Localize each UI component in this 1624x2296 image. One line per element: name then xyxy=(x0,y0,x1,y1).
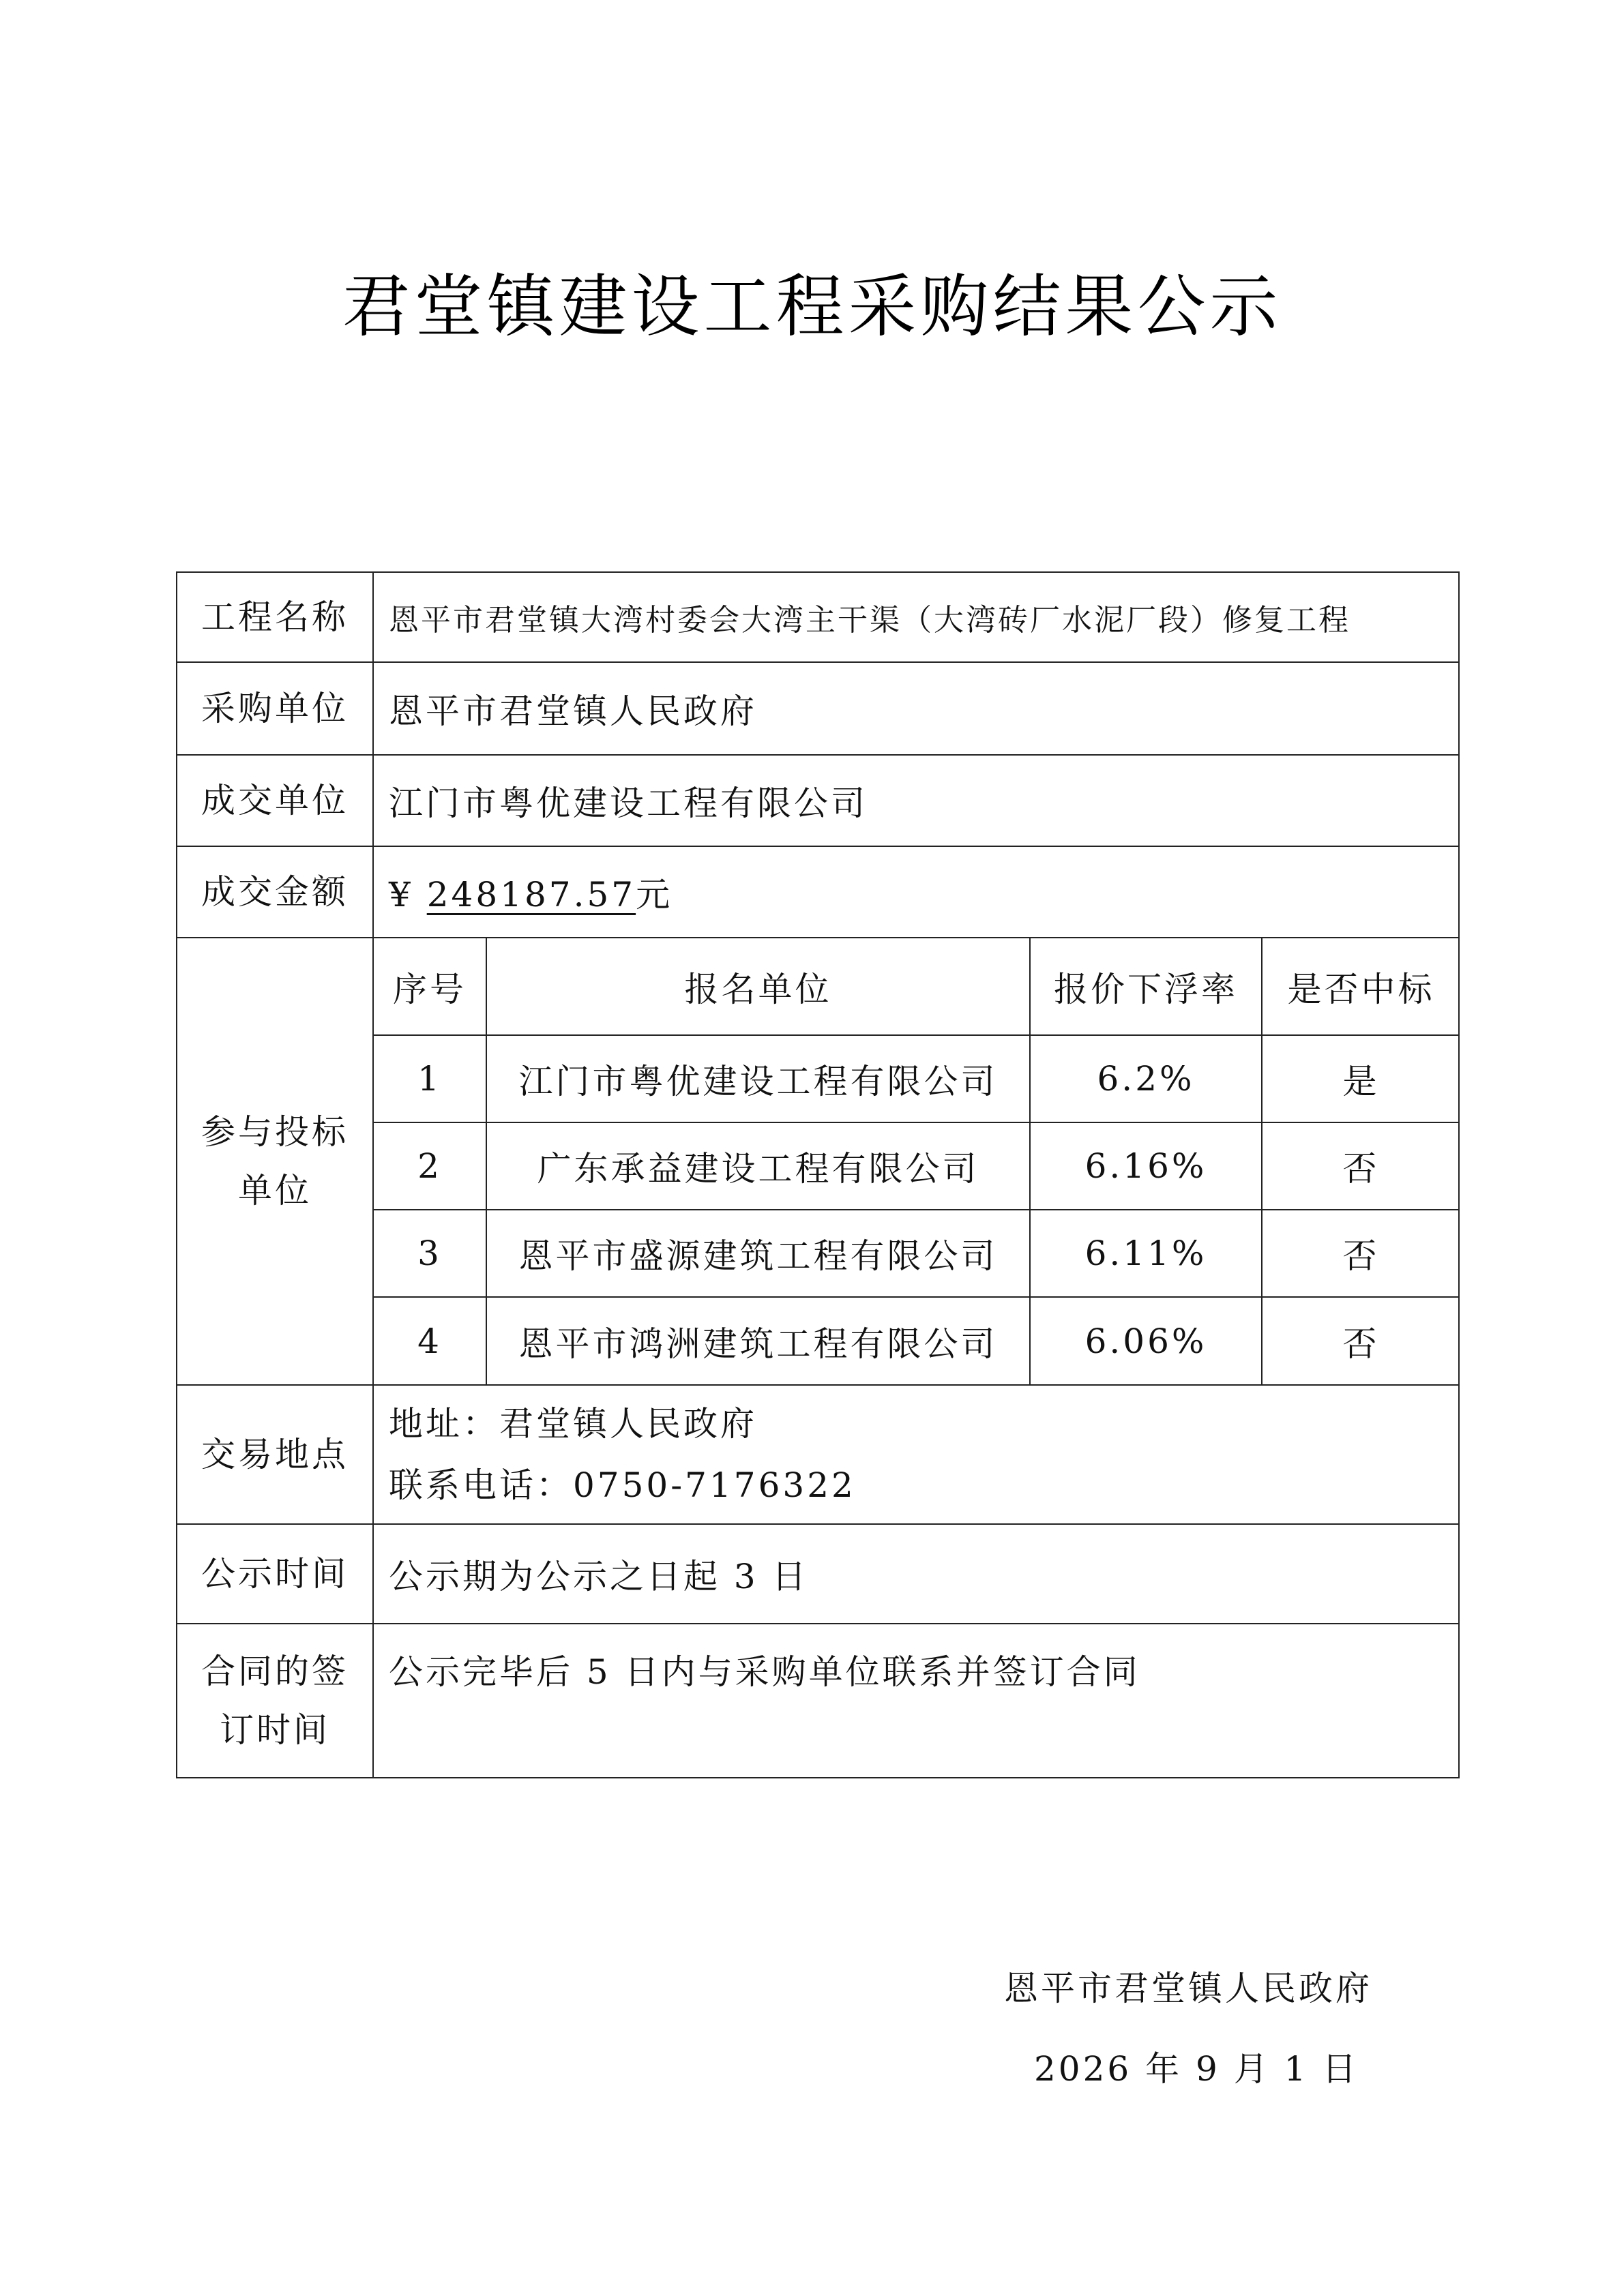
bidders-header-row xyxy=(374,938,1460,1035)
bidder-index: 4 xyxy=(374,1297,486,1384)
bidder-winner: 否 xyxy=(1262,1122,1460,1210)
bidder-index: 3 xyxy=(374,1210,486,1297)
purchaser-label: 采购单位 xyxy=(177,662,373,755)
winner-label: 成交单位 xyxy=(177,755,373,846)
notice-period-value: 公示期为公示之日起 3 日 xyxy=(373,1524,1459,1624)
page-title: 君堂镇建设工程采购结果公示 xyxy=(342,267,1282,346)
winner-value: 江门市粤优建设工程有限公司 xyxy=(373,755,1459,846)
purchaser-value: 恩平市君堂镇人民政府 xyxy=(373,662,1459,755)
bidder-rate: 6.11% xyxy=(1030,1210,1262,1297)
location-value xyxy=(373,1385,1459,1524)
row-project-name xyxy=(177,572,1459,662)
contract-label-line1: 合同的签 xyxy=(201,1652,349,1691)
location-phone: 联系电话：0750-7176322 xyxy=(389,1465,856,1505)
bidder-company: 恩平市鸿洲建筑工程有限公司 xyxy=(486,1297,1030,1384)
header-winner: 是否中标 xyxy=(1262,938,1460,1035)
amount-label: 成交金额 xyxy=(177,846,373,938)
bidder-index: 1 xyxy=(374,1035,486,1122)
amount-unit: 元 xyxy=(636,875,673,914)
footer-date: 2026 年 9 月 1 日 xyxy=(1034,2049,1359,2089)
contract-label-line2: 订时间 xyxy=(220,1710,330,1750)
contract-time-value: 公示完毕后 5 日内与采购单位联系并签订合同 xyxy=(373,1624,1459,1778)
currency-symbol: ¥ xyxy=(389,875,413,914)
row-location xyxy=(177,1385,1459,1524)
row-bidders xyxy=(177,938,1459,1385)
bidders-label-line1: 参与投标 xyxy=(201,1112,349,1152)
bidders-cell xyxy=(373,938,1459,1385)
table-row xyxy=(374,1035,1460,1122)
bidders-label xyxy=(177,938,373,1385)
row-notice-period xyxy=(177,1524,1459,1624)
table-row xyxy=(374,1297,1460,1384)
bidder-winner: 是 xyxy=(1262,1035,1460,1122)
bidders-table xyxy=(374,938,1460,1384)
row-amount xyxy=(177,846,1459,938)
table-row xyxy=(374,1210,1460,1297)
procurement-result-table xyxy=(176,571,1460,1778)
table-row xyxy=(374,1122,1460,1210)
bidder-winner: 否 xyxy=(1262,1210,1460,1297)
location-address: 地址：君堂镇人民政府 xyxy=(389,1404,757,1444)
bidders-label-line2: 单位 xyxy=(238,1171,312,1210)
location-label: 交易地点 xyxy=(177,1385,373,1524)
row-contract-time xyxy=(177,1624,1459,1778)
footer-organization: 恩平市君堂镇人民政府 xyxy=(1004,1969,1372,2008)
header-index: 序号 xyxy=(374,938,486,1035)
bidder-winner: 否 xyxy=(1262,1297,1460,1384)
bidder-index: 2 xyxy=(374,1122,486,1210)
contract-time-label xyxy=(177,1624,373,1778)
row-purchaser xyxy=(177,662,1459,755)
bidder-rate: 6.16% xyxy=(1030,1122,1262,1210)
bidder-company: 江门市粤优建设工程有限公司 xyxy=(486,1035,1030,1122)
project-name-value: 恩平市君堂镇大湾村委会大湾主干渠（大湾砖厂水泥厂段）修复工程 xyxy=(373,572,1459,662)
amount-value xyxy=(373,846,1459,938)
amount-number: 248187.57 xyxy=(426,875,636,914)
project-name-label: 工程名称 xyxy=(177,572,373,662)
header-rate: 报价下浮率 xyxy=(1030,938,1262,1035)
bidder-company: 恩平市盛源建筑工程有限公司 xyxy=(486,1210,1030,1297)
row-winner xyxy=(177,755,1459,846)
bidder-company: 广东承益建设工程有限公司 xyxy=(486,1122,1030,1210)
bidder-rate: 6.06% xyxy=(1030,1297,1262,1384)
header-company: 报名单位 xyxy=(486,938,1030,1035)
notice-period-label: 公示时间 xyxy=(177,1524,373,1624)
bidder-rate: 6.2% xyxy=(1030,1035,1262,1122)
